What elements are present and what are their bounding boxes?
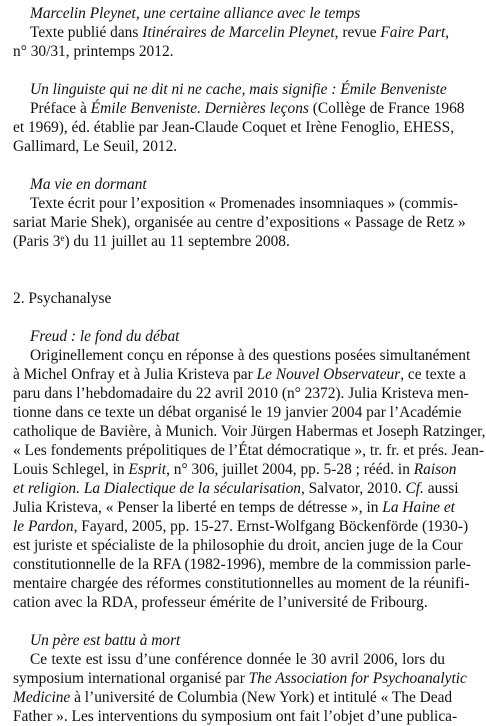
text-line: Texte écrit pour l’exposition « Promenades insomniaques » (commis- [30, 195, 459, 212]
text-line: sariat Marie Shek), organisée au centre d’expositions « Passage de Retz » [13, 214, 466, 231]
text-line: et 1969), éd. établie par Jean-Claude Coquet et Irène Fenoglio, EHESS, [13, 119, 455, 136]
text-line: symposium international organisé par The Association for Psychoanalytic [13, 670, 467, 687]
text-line: constitutionnelle de la RFA (1982-1996), membre de la commission parle- [13, 556, 471, 573]
text-line: mentaire chargée des réformes constitutionnelles au moment de la réunifi- [13, 575, 470, 592]
text-line: catholique de Bavière, à Munich. Voir Jürgen Habermas et Joseph Ratzinger, [13, 423, 486, 440]
text-line: et religion. La Dialectique de la sécularisation, Salvator, 2010. Cf. aussi [13, 480, 459, 497]
text-line: à Michel Onfray et à Julia Kristeva par Le Nouvel Observateur, ce texte a [13, 366, 467, 383]
text-line: cation avec la RDA, professeur émérite de l’université de Fribourg. [13, 594, 428, 611]
text-line: le Pardon, Fayard, 2005, pp. 15-27. Ernst-Wolfgang Böckenförde (1930-) [13, 518, 469, 535]
text-line: « Les fondements prépolitiques de l’État démocratique », tr. fr. et prés. Jean- [13, 442, 484, 459]
text-line: Originellement conçu en réponse à des questions posées simultanément [30, 347, 471, 364]
text-line: tionne dans ce texte un débat organisé le 19 janvier 2004 par l’Académie [13, 404, 462, 421]
text-line: n° 30/31, printemps 2012. [13, 43, 174, 60]
text-line: Texte publié dans Itinéraires de Marcelin Pleynet, revue Faire Part, [30, 24, 450, 41]
section-title: Un linguiste qui ne dit ni ne cache, mais signifie : Émile Benveniste [30, 81, 447, 98]
chapter-heading: 2. Psychanalyse [13, 290, 112, 307]
text-line: Préface à Émile Benveniste. Dernières leçons (Collège de France 1968 [30, 100, 465, 117]
text-line: Father ». Les interventions du symposium ont fait l’objet d’une publica- [13, 708, 458, 725]
text-line: est juriste et spécialiste de la philosophie du droit, ancien juge de la Cour [13, 537, 463, 554]
section-title: Freud : le fond du débat [30, 328, 180, 345]
text-line: paru dans l’hebdomadaire du 22 avril 2010 (n° 2372). Julia Kristeva men- [13, 385, 469, 402]
section-title: Un père est battu à mort [30, 632, 181, 649]
text-line: Julia Kristeva, « Penser la liberté en temps de détresse », in La Haine et [13, 499, 455, 516]
text-line: (Paris 3e) du 11 juillet au 11 septembre 2008. [13, 233, 290, 250]
section-title: Marcelin Pleynet, une certaine alliance avec le temps [30, 5, 361, 22]
text-line: Ce texte est issu d’une conférence donnée le 30 avril 2006, lors du [30, 651, 445, 668]
text-line: Medicine à l’université de Columbia (New York) et intitulé « The Dead [13, 689, 453, 706]
text-line: Louis Schlegel, in Esprit, n° 306, juillet 2004, pp. 5-28 ; rééd. in Raison [13, 461, 457, 478]
section-title: Ma vie en dormant [30, 176, 147, 193]
text-line: Gallimard, Le Seuil, 2012. [13, 138, 178, 155]
